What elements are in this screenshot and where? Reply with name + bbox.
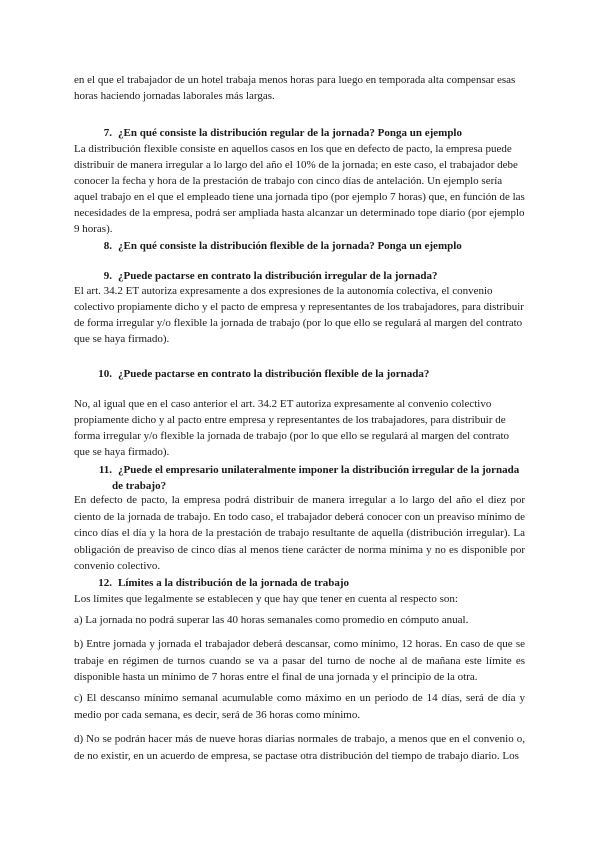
question-8-heading xyxy=(74,238,525,254)
question-title: Límites a la distribución de la jornada de trabajo xyxy=(118,577,350,589)
question-12-lead: Los límites que legalmente se establecen y que hay que tener en cuenta al respecto son: xyxy=(74,593,458,605)
question-title: ¿Puede pactarse en contrato la distribución flexible de la jornada? xyxy=(118,368,430,380)
limit-item-c: c) El descanso mínimo semanal acumulable como máximo en un periodo de 14 días, será de día y medio por cada semana, es decir, será de 36 horas como mínimo. xyxy=(74,692,525,721)
question-title: ¿Puede pactarse en contrato la distribución irregular de la jornada? xyxy=(118,270,438,282)
question-number: 8. xyxy=(103,240,112,252)
question-7-answer: La distribución flexible consiste en aquellos casos en los que en defecto de pacto, la empresa puede distribuir de manera irregular a lo largo del año el 10% de la jornada; en este caso, el trabajador debe conocer la fecha y hora de la prestación de trabajo con cinco días de antelación. Un ejemplo sería aquel trabajo en el que el empleado tiene una jornada tipo (por ejemplo 7 horas) que, en función de las necesidades de la empresa, podrá ser ampliada hasta alcanzar un determinado tope diario (por ejemplo 9 horas). xyxy=(74,143,525,235)
question-title: ¿Puede el empresario unilateralmente imponer la distribución irregular de la jornada de trabajo? xyxy=(112,464,520,492)
question-11-answer: En defecto de pacto, la empresa podrá distribuir de manera irregular a lo largo del año el diez por ciento de la jornada de trabajo. En todo caso, el trabajador deberá conocer con un preaviso mínimo de cinco días el día y la hora de la prestación de trabajo resultante de aquella (distribución irregular). La obligación de preaviso de cinco días al menos tiene carácter de norma mínima y no es disponible por convenio colectivo. xyxy=(74,494,525,572)
question-7-heading xyxy=(74,125,525,141)
question-number: 9. xyxy=(103,270,112,282)
question-number: 10. xyxy=(98,368,112,380)
question-10-heading xyxy=(74,366,525,382)
question-number: 7. xyxy=(103,127,112,139)
limit-item-a: a) La jornada no podrá superar las 40 horas semanales como promedio en cómputo anual. xyxy=(74,614,469,626)
question-number: 12. xyxy=(98,577,112,589)
limit-item-d: d) No se podrán hacer más de nueve horas diarias normales de trabajo, a menos que en el convenio o, de no existir, en un acuerdo de empresa, se pactase otra distribución del tiempo de trabajo diario. Los xyxy=(74,733,525,762)
question-title: ¿En qué consiste la distribución regular de la jornada? Ponga un ejemplo xyxy=(118,127,462,139)
intro-paragraph: en el que el trabajador de un hotel trabaja menos horas para luego en temporada alta compensar esas horas haciendo jornadas laborales más largas. xyxy=(74,74,516,102)
question-9-answer: El art. 34.2 ET autoriza expresamente a dos expresiones de la autonomía colectiva, el convenio colectivo propiamente dicho y el pacto de empresa y representantes de los trabajadores, para distribuir de forma irregular y/o flexible la jornada de trabajo (por lo que ello se regulará al margen del contrato que se haya firmado). xyxy=(74,285,524,345)
question-title: ¿En qué consiste la distribución flexible de la jornada? Ponga un ejemplo xyxy=(118,240,462,252)
limit-item-b: b) Entre jornada y jornada el trabajador deberá descansar, como mínimo, 12 horas. En caso de que se trabaje en régimen de turnos cuando se va a pasar del turno de noche al de mañana este límite es disponible hasta un mínimo de 7 horas entre el final de una jornada y el principio de la otra. xyxy=(74,638,525,683)
question-11-heading xyxy=(74,462,525,494)
question-12-heading xyxy=(74,575,525,591)
question-number: 11. xyxy=(98,464,112,476)
question-9-heading xyxy=(74,268,525,284)
question-10-answer: No, al igual que en el caso anterior el art. 34.2 ET autoriza expresamente al convenio colectivo propiamente dicho y al pacto entre empresa y representantes de los trabajadores, para distribuir de forma irregular y/o flexible la jornada de trabajo (por lo que ello se regulará al margen del contrato que se haya firmado). xyxy=(74,398,510,458)
